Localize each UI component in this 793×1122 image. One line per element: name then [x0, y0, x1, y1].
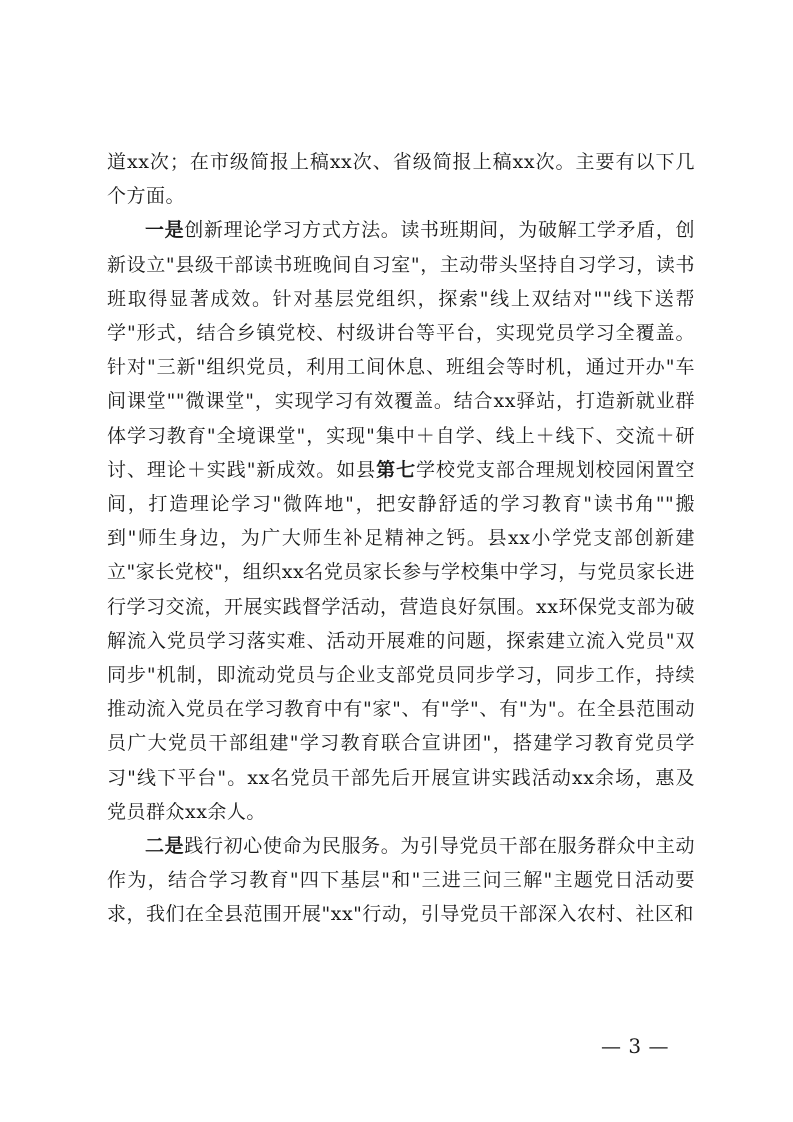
paragraph-one — [107, 213, 695, 829]
paragraph-one-bold-text: 第七 — [376, 458, 417, 481]
continuation-paragraph — [107, 145, 695, 213]
paragraph-one-lead: 一是 — [145, 219, 185, 242]
paragraph-two — [107, 829, 695, 932]
paragraph-two-text: 践行初心使命为民服务。为引导党员干部在服务群众中主动作为，结合学习教育"四下基层"和"三进三问三解"主题党日活动要求，我们在全县范围开展"xx"行动，引导党员干部深入农村、社区和 — [107, 835, 695, 926]
document-body — [107, 145, 695, 932]
paragraph-one-text-before-bold: 创新理论学习方式方法。读书班期间，为破解工学矛盾，创新设立"县级干部读书班晚间自习室"，主动带头坚持自习学习，读书班取得显著成效。针对基层党组织，探索"线上双结对""线下送帮学"形式，结合乡镇党校、村级讲台等平台，实现党员学习全覆盖。针对"三新"组织党员，利用工间休息、班组会等时机，通过开办"车间课堂""微课堂"，实现学习有效覆盖。结合xx驿站，打造新就业群体学习教育"全境课堂"，实现"集中＋自学、线上＋线下、交流＋研讨、理论＋实践"新成效。如县 — [107, 219, 695, 481]
paragraph-two-lead: 二是 — [145, 835, 185, 858]
paragraph-text: 道xx次；在市级简报上稿xx次、省级简报上稿xx次。主要有以下几个方面。 — [107, 151, 695, 208]
page-number: — 3 — — [601, 1034, 669, 1058]
paragraph-one-text-after-bold: 学校党支部合理规划校园闲置空间，打造理论学习"微阵地"，把安静舒适的学习教育"读书角""搬到"师生身边，为广大师生补足精神之钙。县xx小学党支部创新建立"家长党校"，组织xx名党员家长参与学校集中学习，与党员家长进行学习交流，开展实践督学活动，营造良好氛围。xx环保党支部为破解流入党员学习落实难、活动开展难的问题，探索建立流入党员"双同步"机制，即流动党员与企业支部党员同步学习，同步工作，持续推动流入党员在学习教育中有"家"、有"学"、有"为"。在全县范围动员广大党员干部组建"学习教育联合宣讲团"，搭建学习教育党员学习"线下平台"。xx名党员干部先后开展宣讲实践活动xx余场，惠及党员群众xx余人。 — [107, 458, 695, 823]
